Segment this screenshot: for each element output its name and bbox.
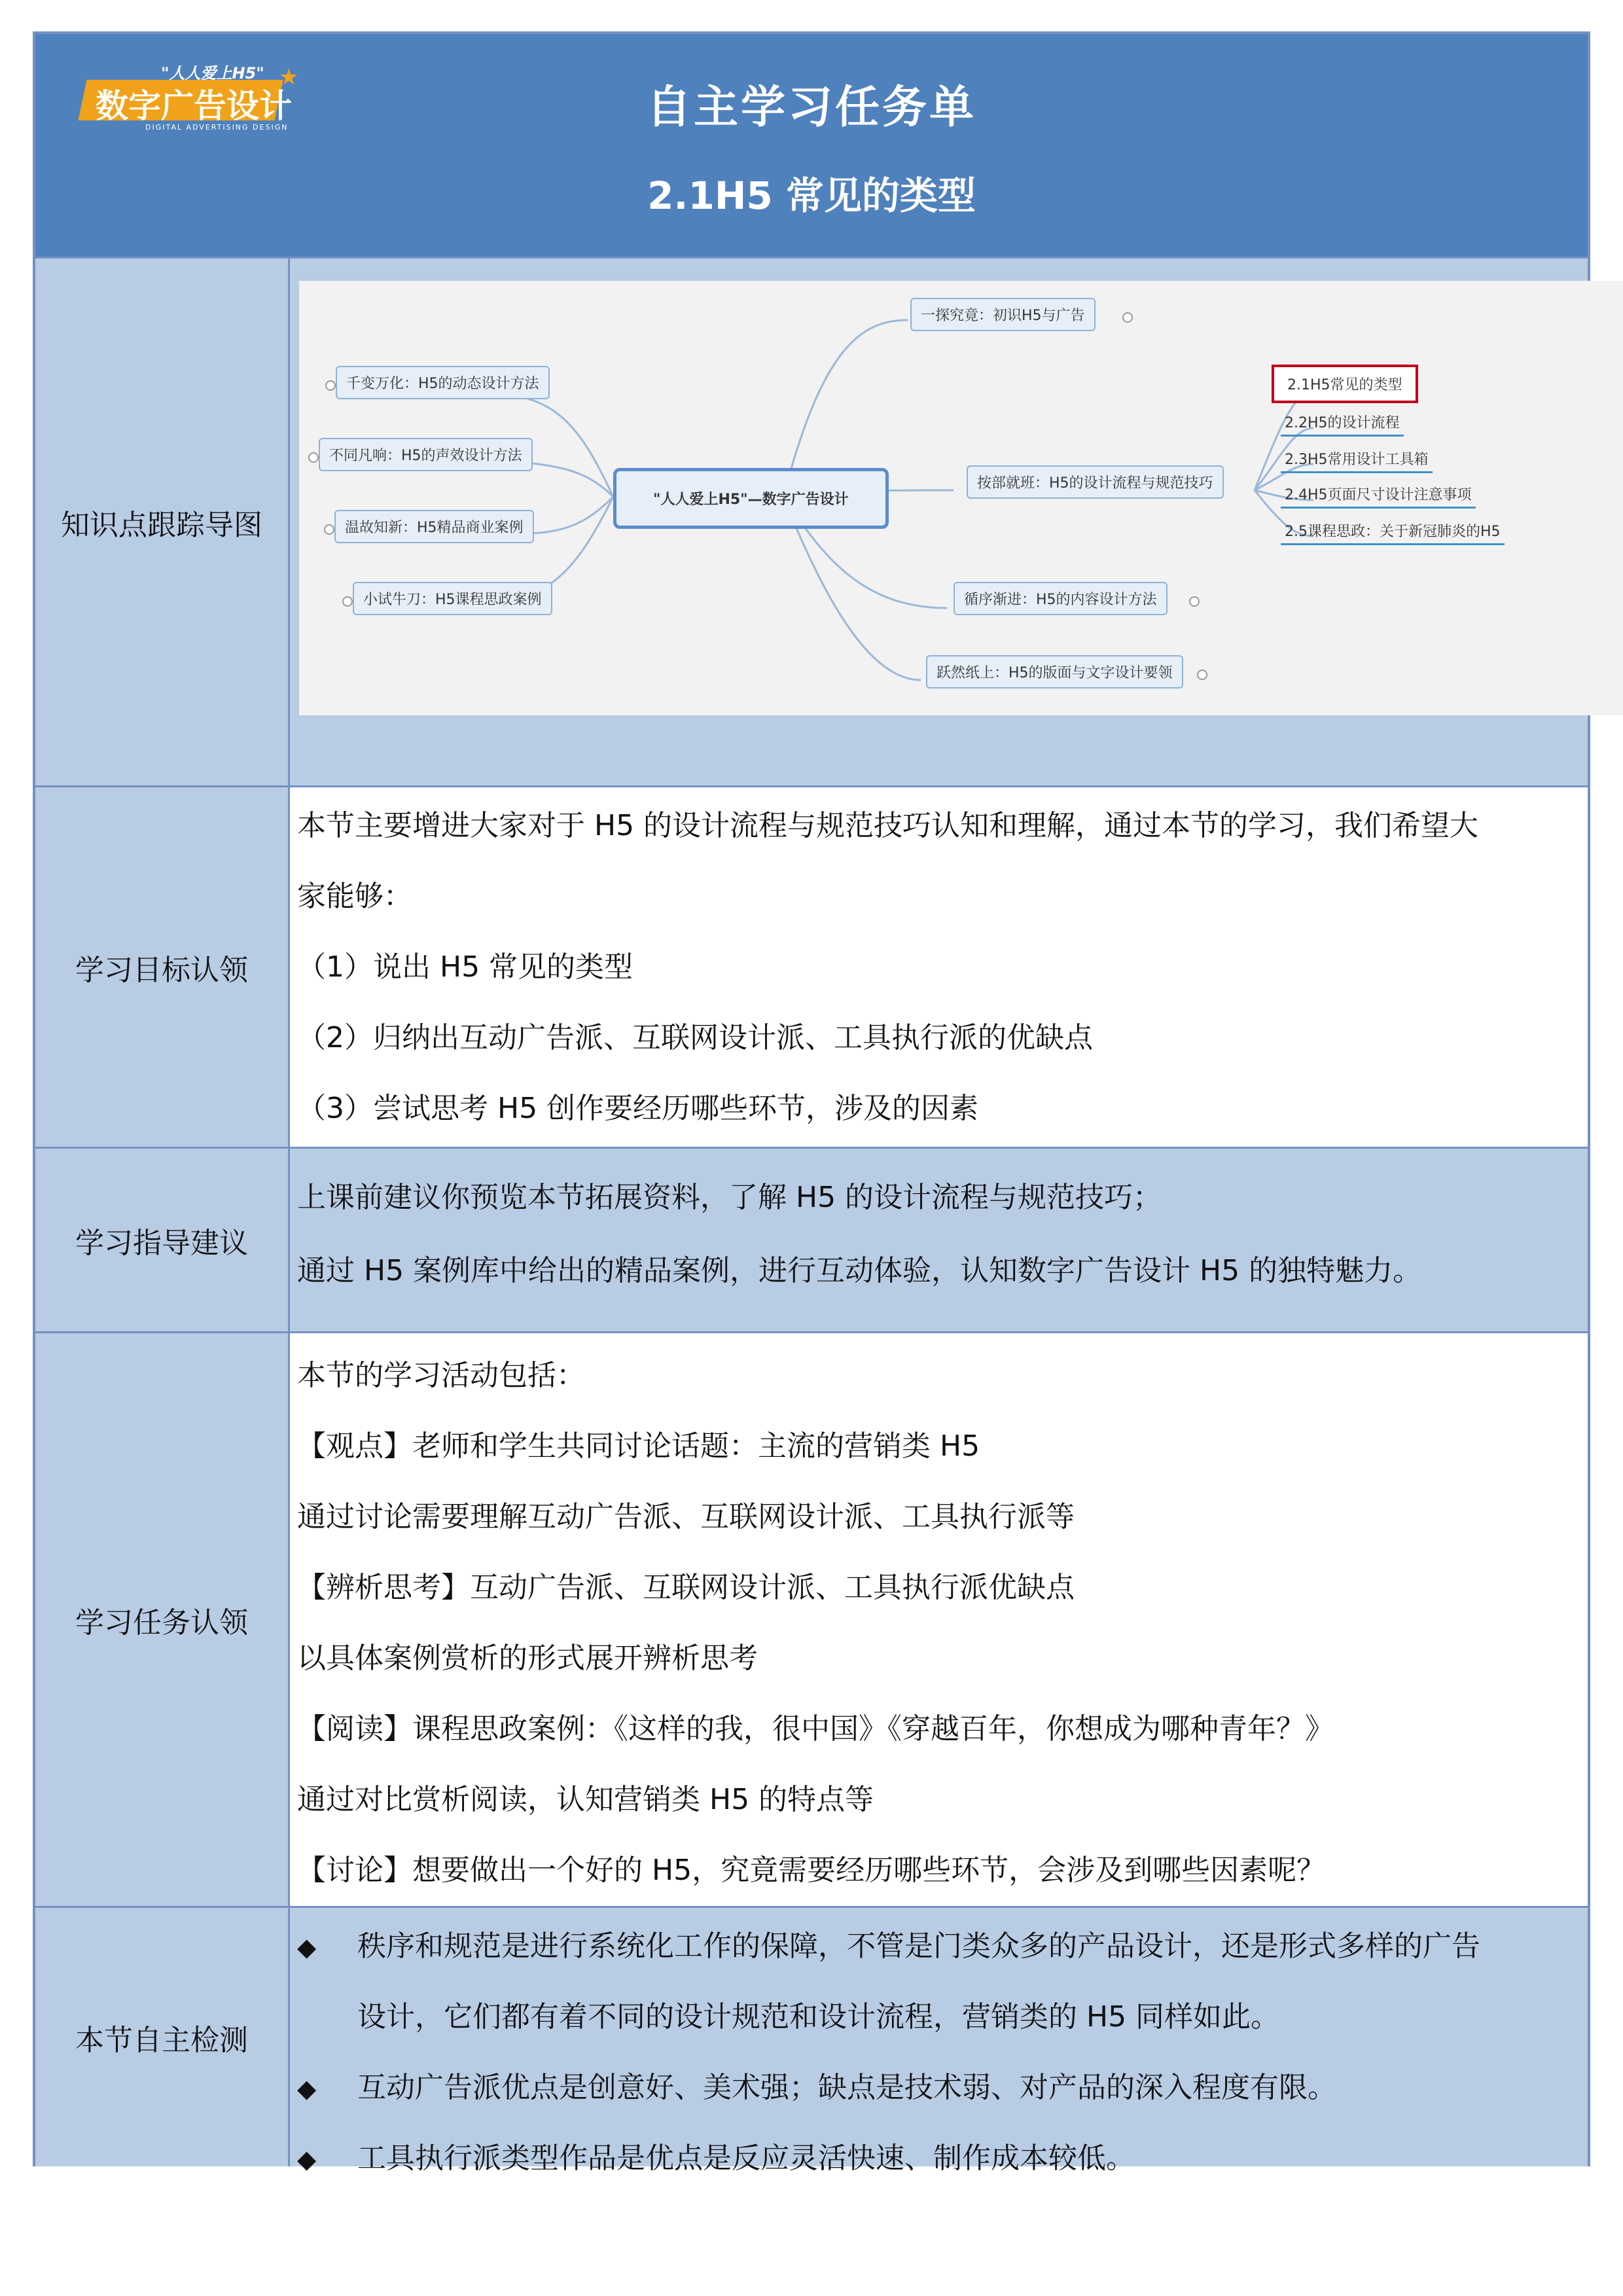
bullet-text: 工具执行派类型作品是优点是反应灵活快速、制作成本较低。: [357, 2142, 1135, 2175]
mindmap-subnode: 2.2H5的设计流程: [1281, 409, 1404, 437]
star-icon: ★: [279, 64, 299, 90]
expand-icon: [308, 452, 319, 463]
logo-tagline: "人人爱上H5": [161, 64, 264, 82]
bullet-text: 互动广告派优点是创意好、美术强；缺点是技术弱、对产品的深入程度有限。: [357, 2071, 1336, 2104]
mindmap-subnode: 2.5课程思政：关于新冠肺炎的H5: [1281, 518, 1505, 545]
mindmap-node: 千变万化：H5的动态设计方法: [336, 366, 550, 399]
mindmap-node: 小试牛刀：H5课程思政案例: [353, 582, 552, 615]
text-line: 本节主要增进大家对于 H5 的设计流程与规范技巧认知和理解，通过本节的学习，我们希望大: [297, 809, 1479, 842]
mindmap-center-node: "人人爱上H5"—数字广告设计: [613, 468, 889, 529]
page-title: 自主学习任务单: [646, 82, 976, 134]
text-line: 通过 H5 案例库中给出的精品案例，进行互动体验，认知数字广告设计 H5 的独特魅力。: [297, 1254, 1422, 1287]
expand-icon: [1197, 670, 1207, 680]
bullet-text: 秩序和规范是进行系统化工作的保障，不管是门类众多的产品设计，还是形式多样的广告: [357, 1929, 1480, 1963]
mindmap-subnode: 2.3H5常用设计工具箱: [1281, 446, 1433, 473]
header-banner: [35, 34, 1588, 257]
expand-icon: [324, 524, 334, 535]
row-selfcheck: [35, 1906, 1588, 2175]
diamond-bullet-icon: ◆: [297, 1933, 317, 1962]
mindmap-node: 温故知新：H5精品商业案例: [334, 510, 534, 543]
page-subtitle: 2.1H5 常见的类型: [647, 173, 976, 218]
row-mindmap: [35, 257, 1588, 785]
mindmap-subnode: 2.4H5页面尺寸设计注意事项: [1281, 481, 1476, 509]
row-label: 学习指导建议: [35, 1149, 290, 1331]
text-line: 【讨论】想要做出一个好的 H5，究竟需要经历哪些环节，会涉及到哪些因素呢？: [297, 1854, 1326, 1887]
row-objectives: [35, 785, 1588, 1147]
mindmap-node: 跃然纸上：H5的版面与文字设计要领: [926, 655, 1183, 689]
text-line: （2）归纳出互动广告派、互联网设计派、工具执行派的优缺点: [297, 1021, 1093, 1054]
bullet-item: [297, 2064, 1336, 2106]
text-line: 家能够：: [297, 880, 412, 913]
logo-english: DIGITAL ADVERTISING DESIGN: [145, 123, 289, 132]
text-line: 【观点】老师和学生共同讨论话题：主流的营销类 H5: [297, 1429, 980, 1463]
text-line: （1）说出 H5 常见的类型: [297, 950, 633, 984]
text-line: 【辨析思考】互动广告派、互联网设计派、工具执行派优缺点: [297, 1571, 1075, 1604]
bullet-item: [297, 1922, 1480, 1964]
row-tasks: [35, 1331, 1588, 1906]
mindmap-node: 不同凡响：H5的声效设计方法: [319, 438, 533, 471]
text-line: 通过讨论需要理解互动广告派、互联网设计派、工具执行派等: [297, 1500, 1075, 1534]
mindmap-subnode-highlighted: 2.1H5常见的类型: [1272, 365, 1418, 403]
mindmap-panel: [290, 259, 1588, 785]
text-line: 上课前建议你预览本节拓展资料，了解 H5 的设计流程与规范技巧；: [297, 1181, 1162, 1214]
task-sheet: [33, 31, 1590, 2175]
expand-icon: [342, 596, 353, 607]
row-label: 本节自主检测: [35, 1908, 290, 2166]
objectives-content: [297, 787, 1576, 1147]
diamond-bullet-icon: ◆: [297, 2145, 317, 2174]
text-line: 【阅读】课程思政案例：《这样的我，很中国》《穿越百年，你想成为哪种青年？》: [297, 1712, 1334, 1746]
mindmap: [299, 281, 1623, 715]
text-line: 以具体案例赏析的形式展开辨析思考: [297, 1641, 758, 1675]
text-line: 本节的学习活动包括：: [297, 1359, 585, 1392]
row-label: 学习目标认领: [35, 787, 290, 1147]
row-label: 学习任务认领: [35, 1333, 290, 1906]
row-label: 知识点跟踪导图: [35, 259, 290, 785]
text-line: （3）尝试思考 H5 创作要经历哪些环节，涉及的因素: [297, 1092, 979, 1125]
bullet-item: [297, 2134, 1135, 2176]
row-guidance: [35, 1147, 1588, 1331]
bullet-continuation: 设计，它们都有着不同的设计规范和设计流程，营销类的 H5 同样如此。: [357, 2000, 1280, 2034]
text-line: 通过对比赏析阅读，认知营销类 H5 的特点等: [297, 1783, 874, 1816]
expand-icon: [1189, 596, 1200, 607]
mindmap-node: 循序渐进：H5的内容设计方法: [954, 582, 1168, 615]
selfcheck-content: [297, 1908, 1576, 2175]
diamond-bullet-icon: ◆: [297, 2074, 317, 2103]
guidance-content: [297, 1149, 1576, 1331]
mindmap-node: 按部就班：H5的设计流程与规范技巧: [967, 465, 1224, 499]
logo-name: 数字广告设计: [96, 87, 292, 125]
mindmap-node: 一探究竟：初识H5与广告: [910, 298, 1096, 331]
expand-icon: [1122, 312, 1133, 323]
expand-icon: [325, 380, 336, 391]
tasks-content: [297, 1333, 1576, 1906]
